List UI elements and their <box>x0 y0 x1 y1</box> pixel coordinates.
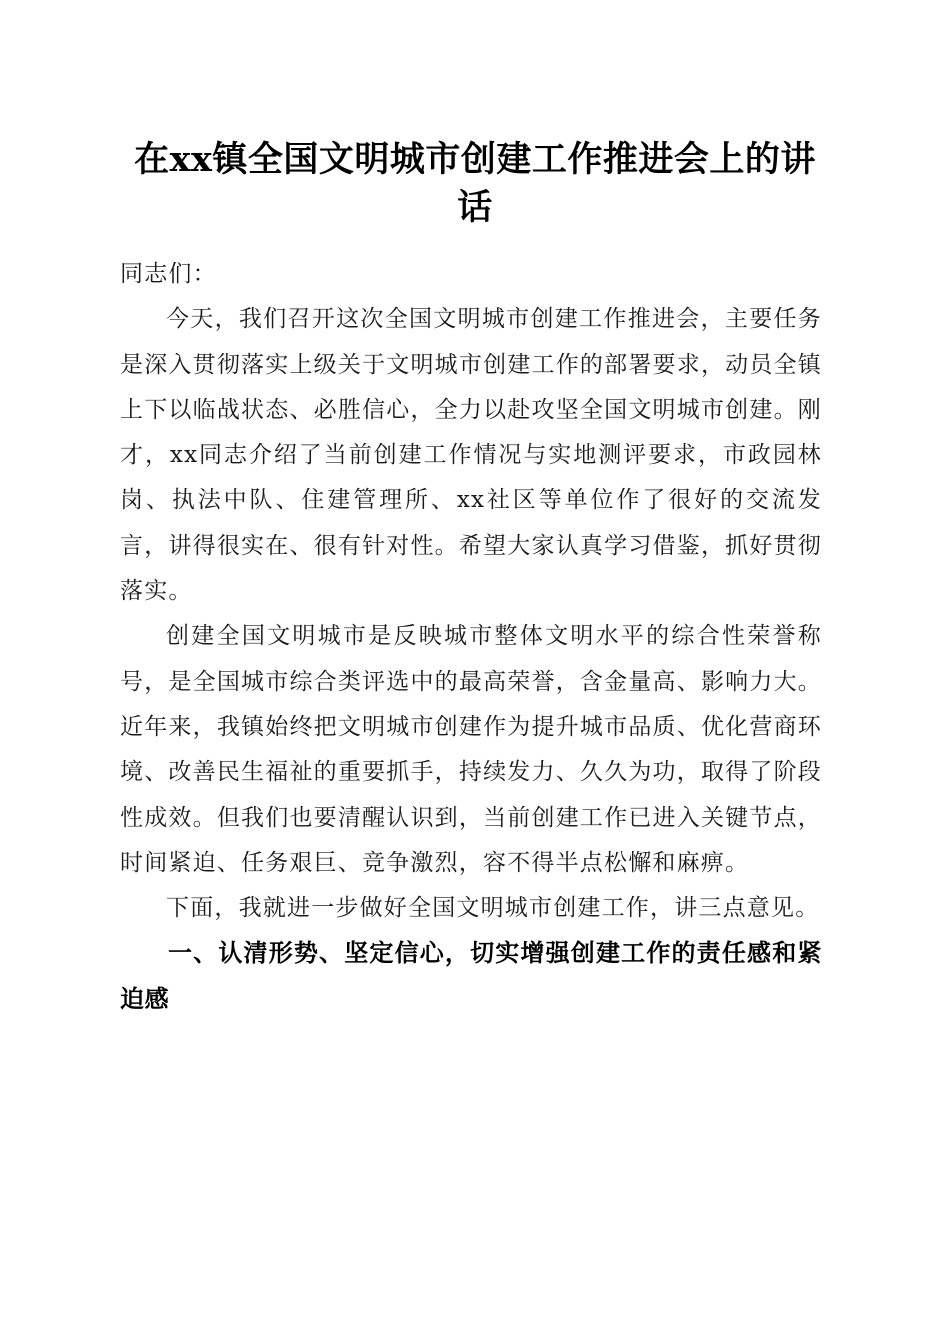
document-title: 在xx镇全国文明城市创建工作推进会上的讲话 <box>134 139 816 228</box>
paragraph-opening: 今天，我们召开这次全国文明城市创建工作推进会，主要任务是深入贯彻落实上级关于文明城市创建工作的部署要求，动员全镇上下以临战状态、必胜信心，全力以赴攻坚全国文明城市创建。刚才，xx同志介绍了当前创建工作情况与实地测评要求，市政园林岗、执法中队、住建管理所、xx社区等单位作了很好的交流发言，讲得很实在、很有针对性。希望大家认真学习借鉴，抓好贯彻落实。 <box>120 306 822 605</box>
paragraph-background: 创建全国文明城市是反映城市整体文明水平的综合性荣誉称号，是全国城市综合类评选中的最高荣誉，含金量高、影响力大。近年来，我镇始终把文明城市创建作为提升城市品质、优化营商环境、改善民生福祉的重要抓手，持续发力、久久为功，取得了阶段性成效。但我们也要清醒认识到，当前创建工作已进入关键节点，时间紧迫、任务艰巨、竞争激烈，容不得半点松懈和麻痹。 <box>120 623 822 876</box>
section-heading-one: 一、认清形势、坚定信心，切实增强创建工作的责任感和紧迫感 <box>120 939 822 1013</box>
document-body <box>120 252 822 1022</box>
salutation: 同志们： <box>120 261 217 287</box>
paragraph-transition: 下面，我就进一步做好全国文明城市创建工作，讲三点意见。 <box>166 895 820 922</box>
